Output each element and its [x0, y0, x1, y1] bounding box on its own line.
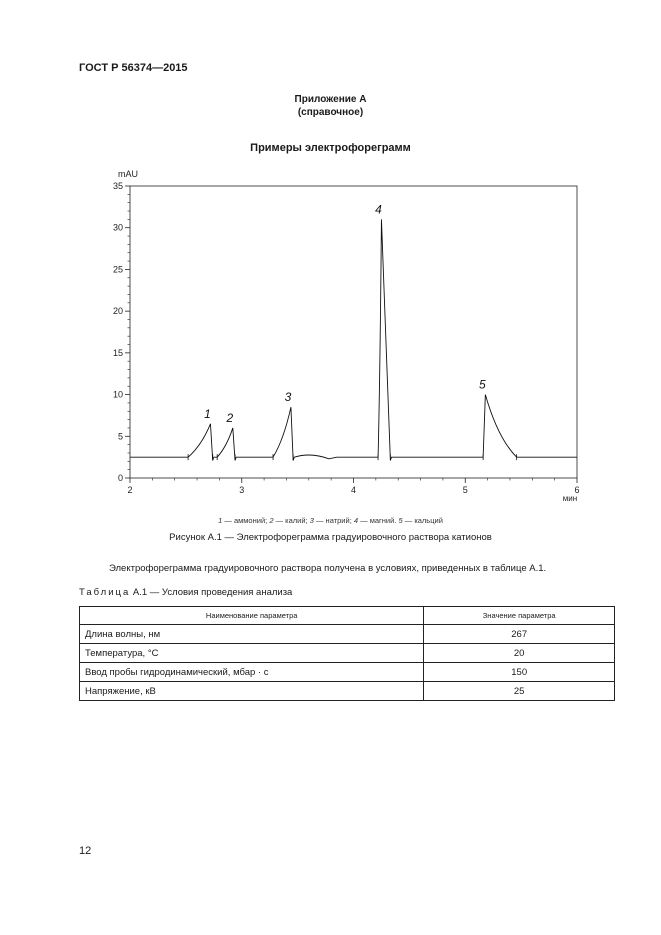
y-tick-label: 20 — [112, 306, 123, 317]
y-tick-label: 5 — [117, 431, 123, 442]
table-row — [80, 644, 615, 663]
document-code: ГОСТ Р 56374—2015 — [79, 62, 188, 74]
peak-label: 4 — [375, 202, 382, 217]
parameter-value: 25 — [424, 682, 615, 701]
annex-title: Приложение А — [294, 94, 367, 105]
figure-caption: Рисунок А.1 — Электрофореграмма градуировочного раствора катионов — [169, 532, 492, 543]
table-row — [80, 682, 615, 701]
x-tick-label: 6 — [574, 485, 580, 495]
parameter-value: 150 — [424, 663, 615, 682]
page-number: 12 — [79, 845, 92, 857]
figure-legend — [0, 516, 661, 525]
figure-title: Примеры электрофореграмм — [250, 142, 411, 154]
body-paragraph: Электрофореграмма градуировочного раствора получена в условиях, приведенных в таблице А.1. — [109, 563, 547, 574]
peak-label: 3 — [284, 390, 292, 405]
parameter-name: Напряжение, кВ — [80, 682, 424, 701]
table-label: Таблица — [79, 587, 131, 598]
y-tick-label: 35 — [112, 181, 123, 191]
parameter-value: 267 — [424, 625, 615, 644]
x-tick-label: 2 — [127, 485, 133, 495]
column-header: Наименование параметра — [80, 607, 424, 625]
y-tick-label: 15 — [112, 347, 123, 358]
plot-frame — [130, 186, 577, 478]
x-axis-label: мин — [562, 494, 578, 503]
legend-item: 3 — натрий; — [309, 516, 354, 525]
y-tick-label: 25 — [112, 264, 123, 275]
peak-label: 1 — [204, 406, 211, 421]
annex-subtitle: (справочное) — [297, 107, 364, 118]
table-row — [80, 663, 615, 682]
y-tick-label: 0 — [117, 473, 123, 483]
peak-label: 5 — [479, 377, 486, 392]
parameter-name: Температура, °С — [80, 644, 424, 663]
y-axis-label: mAU — [118, 169, 138, 179]
x-tick-label: 4 — [350, 485, 357, 495]
table-caption-text: А.1 — Условия проведения анализа — [130, 587, 293, 598]
signal-trace — [130, 219, 577, 460]
legend-item: 1 — аммоний; — [218, 516, 270, 525]
table-row — [80, 625, 615, 644]
y-tick-label: 10 — [112, 389, 123, 400]
legend-item: 2 — калий; — [269, 516, 310, 525]
parameters-table — [79, 606, 615, 701]
table-title — [79, 587, 292, 598]
parameter-name: Ввод пробы гидродинамический, мбар · с — [80, 663, 424, 682]
x-tick-label: 5 — [462, 485, 468, 495]
x-tick-label: 3 — [239, 485, 245, 495]
peak-label: 2 — [226, 410, 234, 425]
table-header-row — [80, 607, 615, 625]
parameter-name: Длина волны, нм — [80, 625, 424, 644]
legend-item: 4 — магний. — [353, 516, 399, 525]
legend-item: 5 — кальций — [398, 516, 443, 525]
column-header: Значение параметра — [424, 607, 615, 625]
y-tick-label: 30 — [112, 222, 123, 233]
parameter-value: 20 — [424, 644, 615, 663]
